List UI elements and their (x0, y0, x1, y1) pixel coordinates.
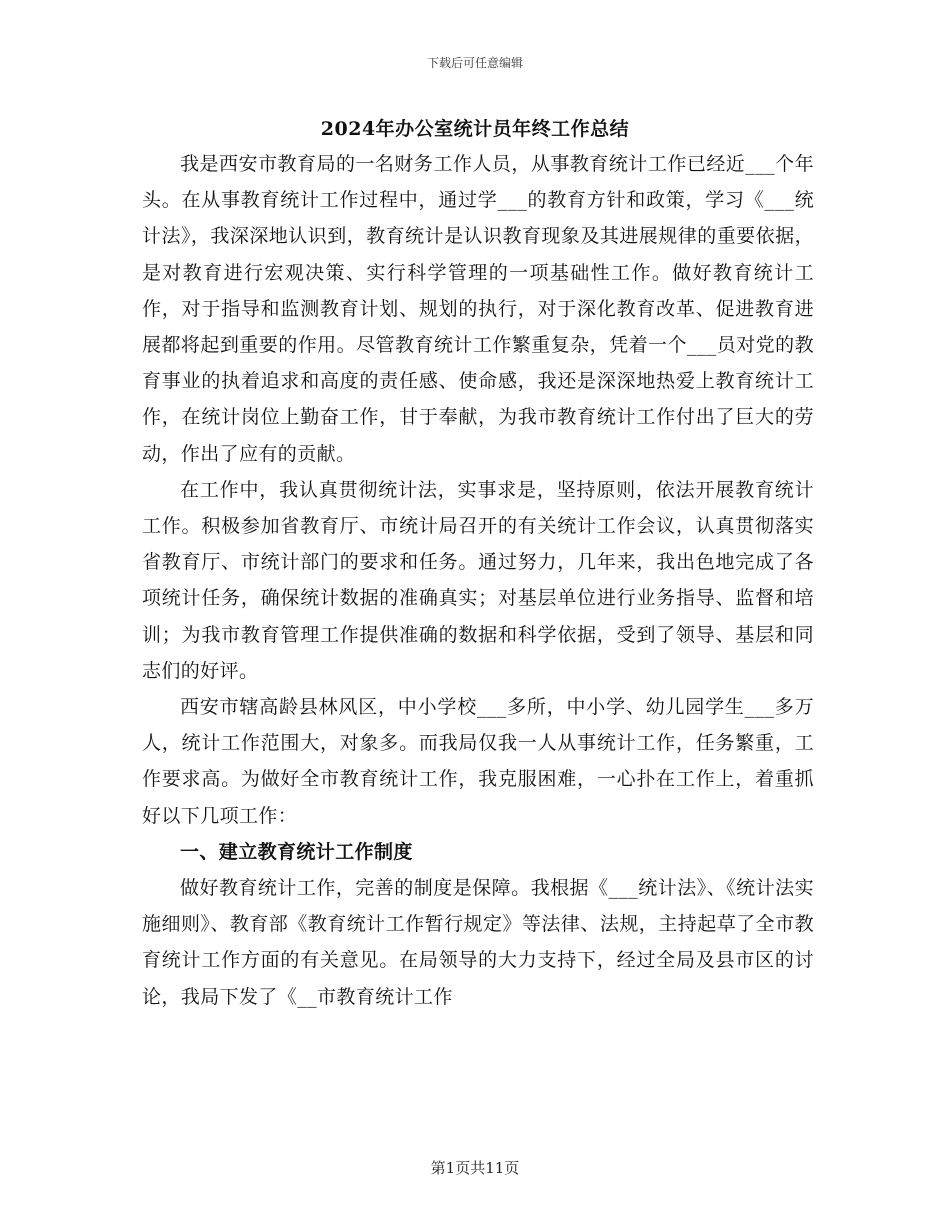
page-header: 下载后可任意编辑 (426, 56, 523, 70)
paragraph-2: 在工作中，我认真贯彻统计法，实事求是，坚持原则，依法开展教育统计工作。积极参加省教育厅、市统计局召开的有关统计工作会议，认真贯彻落实省教育厅、市统计部门的要求和任务。通过努力，几年来，我出色地完成了各项统计任务，确保统计数据的准确真实；对基层单位进行业务指导、监督和培训；为我市教育管理工作提供准确的数据和科学依据，受到了领导、基层和同志们的好评。 (142, 478, 814, 682)
document-title: 2024年办公室统计员年终工作总结 (320, 118, 630, 140)
document-body (142, 146, 814, 1015)
paragraph-3: 西安市辖高龄县林风区，中小学校___多所，中小学、幼儿园学生___多万人，统计工作范围大，对象多。而我局仅我一人从事统计工作，任务繁重，工作要求高。为做好全市教育统计工作，我克服困难，一心扑在工作上，着重抓好以下几项工作： (142, 696, 814, 827)
page-number: 第1页共11页 (430, 1159, 520, 1177)
section-paragraph: 做好教育统计工作，完善的制度是保障。我根据《___统计法》、《统计法实施细则》、教育部《教育统计工作暂行规定》等法律、法规，主持起草了全市教育统计工作方面的有关意见。在局领导的大力支持下，经过全局及县市区的讨论，我局下发了《__市教育统计工作 (142, 877, 814, 1008)
paragraph-1: 我是西安市教育局的一名财务工作人员，从事教育统计工作已经近___个年头。在从事教育统计工作过程中，通过学___的教育方针和政策，学习《___统计法》，我深深地认识到，教育统计是认识教育现象及其进展规律的重要依据，是对教育进行宏观决策、实行科学管理的一项基础性工作。做好教育统计工作，对于指导和监测教育计划、规划的执行，对于深化教育改革、促进教育进展都将起到重要的作用。尽管教育统计工作繁重复杂，凭着一个___员对党的教育事业的执着追求和高度的责任感、使命感，我还是深深地热爱上教育统计工作，在统计岗位上勤奋工作，甘于奉献，为我市教育统计工作付出了巨大的劳动，作出了应有的贡献。 (142, 153, 814, 465)
section-heading: 一、建立教育统计工作制度 (180, 840, 413, 863)
